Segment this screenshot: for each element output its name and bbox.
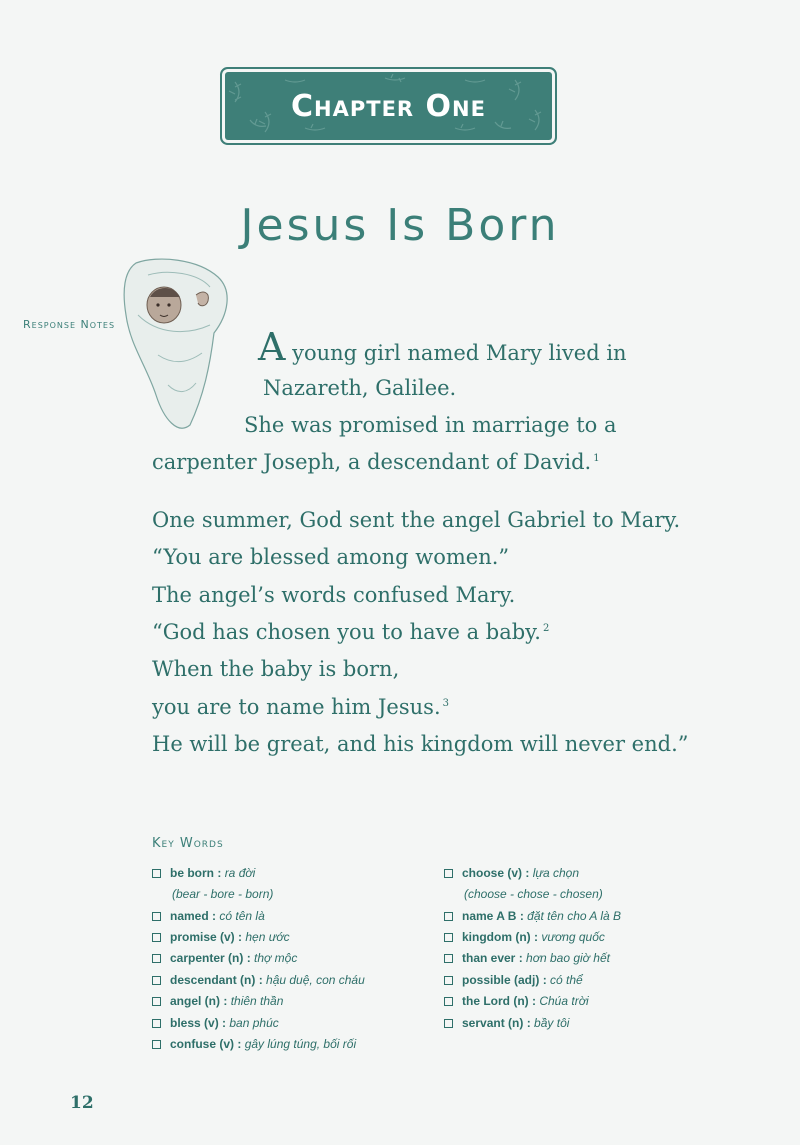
chapter-label: Chapter One [291,88,486,124]
checkbox[interactable] [444,976,453,985]
story-line: One summer, God sent the angel Gabriel to Mary. [152,508,681,532]
key-word-item[interactable]: than ever : hơn bao giờ hết [444,951,610,965]
checkbox[interactable] [444,1019,453,1028]
story-line: A young girl named Mary lived in [258,325,627,369]
key-word-forms: (choose - chose - chosen) [464,887,603,901]
story-line: Nazareth, Galilee. [263,376,457,400]
key-word-item[interactable]: the Lord (n) : Chúa trời [444,994,589,1008]
chapter-banner [225,72,552,140]
checkbox[interactable] [444,933,453,942]
key-word-item[interactable]: be born : ra đời [152,866,255,880]
response-notes-label: Response Notes [23,318,116,331]
key-word-item[interactable]: confuse (v) : gây lúng túng, bối rối [152,1037,356,1051]
story-line: you are to name him Jesus. $^3$ [152,695,449,719]
key-word-item[interactable]: servant (n) : bầy tôi [444,1016,569,1030]
chapter-title: Jesus Is Born [240,200,560,251]
key-word-item[interactable]: angel (n) : thiên thần [152,994,283,1008]
key-word-item[interactable]: choose (v) : lựa chọn [444,866,579,880]
checkbox[interactable] [444,869,453,878]
page-number: 12 [70,1093,94,1113]
key-word-item[interactable]: bless (v) : ban phúc [152,1016,279,1030]
key-word-item[interactable]: carpenter (n) : thợ mộc [152,951,297,965]
key-word-item[interactable]: possible (adj) : có thể [444,973,583,987]
checkbox[interactable] [152,1040,161,1049]
checkbox[interactable] [152,912,161,921]
key-word-item[interactable]: promise (v) : hẹn ước [152,930,290,944]
key-word-item[interactable]: descendant (n) : hậu duệ, con cháu [152,973,365,987]
swaddled-baby-icon [118,255,243,435]
story-line: She was promised in marriage to a [244,413,617,437]
checkbox[interactable] [152,997,161,1006]
key-words-header: Key Words [152,836,224,851]
story-line: “You are blessed among women.” [152,545,510,569]
story-line: He will be great, and his kingdom will never end.” [152,732,689,756]
drop-cap: A [258,325,286,369]
story-line: carpenter Joseph, a descendant of David. $^1$ [152,450,600,474]
story-line: When the baby is born, [152,657,400,681]
key-word-item[interactable]: name A B : đặt tên cho A là B [444,909,621,923]
key-word-item[interactable]: named : có tên là [152,909,265,923]
checkbox[interactable] [152,954,161,963]
story-line: “God has chosen you to have a baby. $^2$ [152,620,550,644]
story-line: The angel’s words confused Mary. [152,583,516,607]
checkbox[interactable] [444,997,453,1006]
footnote-marker: 1 [593,453,600,464]
footnote-marker: 2 [542,623,550,634]
footnote-marker: 3 [442,698,449,709]
checkbox[interactable] [152,1019,161,1028]
checkbox[interactable] [152,933,161,942]
checkbox[interactable] [152,976,161,985]
checkbox[interactable] [152,869,161,878]
key-word-forms: (bear - bore - born) [172,887,274,901]
checkbox[interactable] [444,954,453,963]
checkbox[interactable] [444,912,453,921]
key-word-item[interactable]: kingdom (n) : vương quốc [444,930,605,944]
